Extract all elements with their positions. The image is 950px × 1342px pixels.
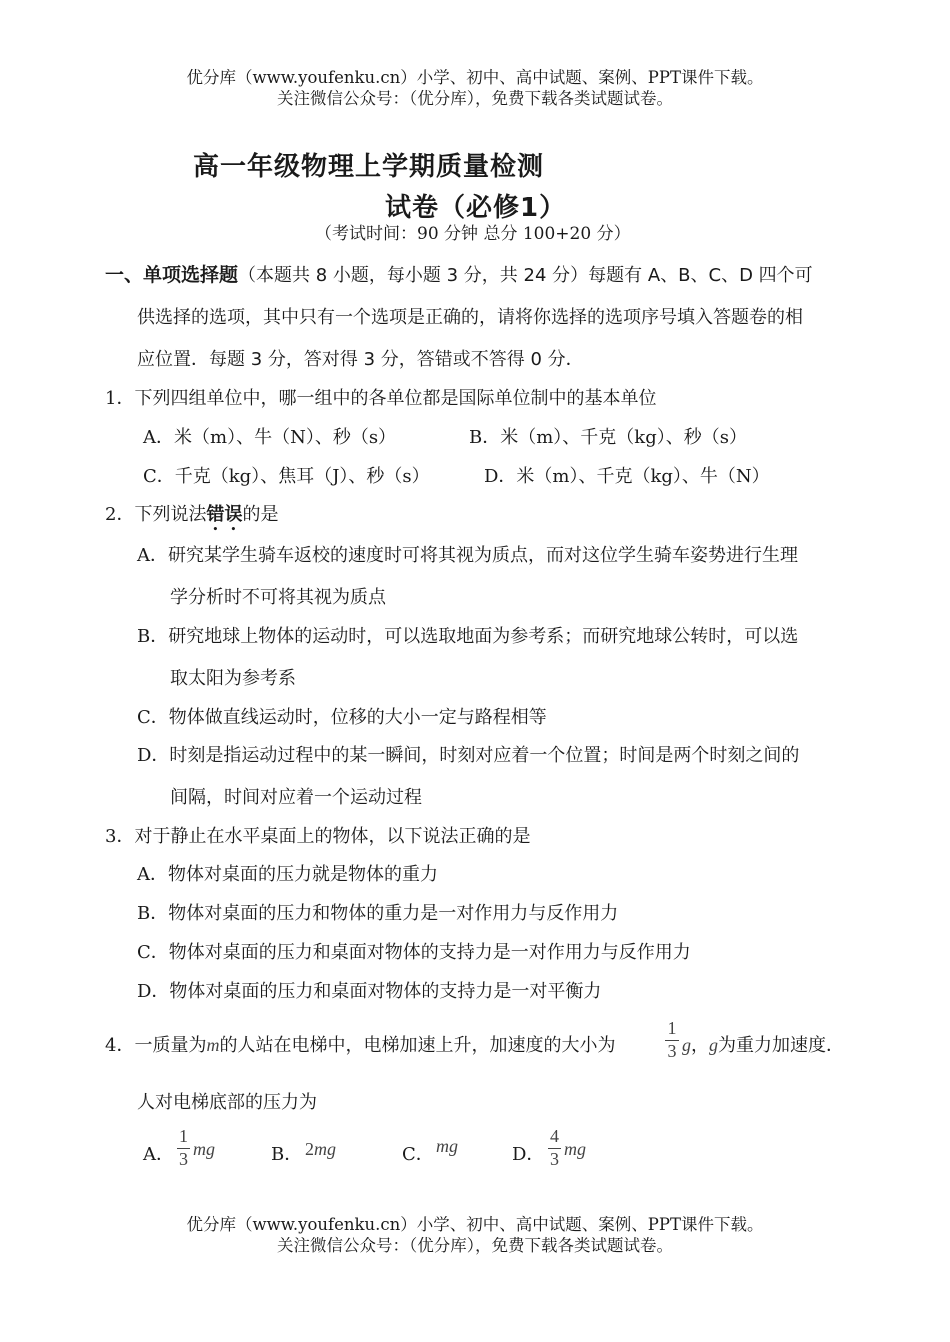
exam-info: （考试时间：90 分钟 总分 100+20 分） [315,224,631,244]
question-4-stem-mid: 的人站在电梯中，电梯加速上升，加速度的大小为 [219,1035,616,1056]
section-instructions-line-1 [105,260,813,287]
question-1-option-a: A．米（m）、牛（N）、秒（s） [143,427,397,448]
question-3-option-c: C．物体对桌面的压力和桌面对物体的支持力是一对作用力与反作用力 [137,942,691,963]
section-instructions-line-3: 应位置．每题 3 分，答对得 3 分，答错或不答得 0 分． [137,349,584,370]
question-3-option-b: B．物体对桌面的压力和物体的重力是一对作用力与反作用力 [137,903,619,924]
fraction-denominator: 3 [179,1149,188,1169]
question-4-stem-line-2: 人对电梯底部的压力为 [137,1092,317,1113]
question-2-option-a-line-1: A．研究某学生骑车返校的速度时可将其视为质点，而对这位学生骑车姿势进行生理 [137,545,798,566]
question-3-option-d: D．物体对桌面的压力和桌面对物体的支持力是一对平衡力 [137,981,602,1002]
mass-symbol: m [206,1035,220,1055]
question-2-option-b-line-2: 取太阳为参考系 [170,668,296,689]
section-heading: 一、单项选择题 [105,264,239,286]
question-4-option-d-label: D． [512,1144,545,1165]
question-4-stem-pre: 4．一质量为 [105,1035,207,1056]
question-2-stem-pre: 2．下列说法 [105,504,207,525]
question-1-option-c: C．千克（kg）、焦耳（J）、秒（s） [143,466,430,487]
option-d-fraction [548,1124,561,1174]
comma: ， [691,1035,709,1056]
header-line-1: 优分库（www.youfenku.cn）小学、初中、高中试题、案例、PPT课件下载。 [186,68,764,87]
gravity-symbol-2: g [709,1035,718,1055]
question-3-stem: 3．对于静止在水平桌面上的物体，以下说法正确的是 [105,826,531,847]
question-2-option-c: C．物体做直线运动时，位移的大小一定与路程相等 [137,707,547,728]
question-4-option-c-label: C． [402,1144,434,1165]
question-3-option-a: A．物体对桌面的压力就是物体的重力 [137,864,438,885]
fraction-numerator: 1 [179,1126,188,1146]
option-b-coefficient: 2 [305,1139,314,1159]
question-1-stem: 1．下列四组单位中，哪一组中的各单位都是国际单位制中的基本单位 [105,388,657,409]
question-2-stem [105,500,278,535]
section-instructions-text: （本题共 8 小题，每小题 3 分，共 24 分）每题有 A、B、C、D 四个可 [238,265,813,286]
footer-line-2: 关注微信公众号：（优分库），免费下载各类试题试卷。 [277,1236,673,1255]
option-c-mg: mg [436,1136,458,1156]
question-2-stem-post: 的是 [242,504,279,525]
question-1-option-d: D．米（m）、千克（kg）、牛（N） [484,466,770,487]
question-2-emphasis: 错误 [206,504,243,525]
page-title: 高一年级物理上学期质量检测 [193,152,545,182]
question-2-option-d-line-2: 间隔，时间对应着一个运动过程 [170,787,422,808]
option-b-value [305,1139,336,1160]
option-b-mg: mg [314,1139,336,1159]
option-d-mg: mg [564,1139,586,1159]
question-2-option-b-line-1: B．研究地球上物体的运动时，可以选取地面为参考系；而研究地球公转时，可以选 [137,626,799,647]
fraction-denominator: 3 [550,1149,559,1169]
question-4-stem [105,1031,615,1057]
fraction-denominator: 3 [667,1041,677,1061]
header-line-2: 关注微信公众号：（优分库），免费下载各类试题试卷。 [277,89,673,108]
question-4-stem-post: 为重力加速度． [718,1035,844,1056]
gravity-symbol: g [682,1035,691,1055]
question-2-option-a-line-2: 学分析时不可将其视为质点 [170,587,386,608]
section-instructions-line-2: 供选择的选项，其中只有一个选项是正确的，请将你选择的选项序号填入答题卷的相 [137,307,803,328]
fraction-numerator: 4 [550,1126,559,1146]
question-4-option-a-label: A． [143,1144,174,1165]
question-4-stem-end [682,1031,844,1057]
footer-line-1: 优分库（www.youfenku.cn）小学、初中、高中试题、案例、PPT课件下载。 [186,1215,764,1234]
acceleration-fraction [665,1016,679,1066]
question-1-option-b: B．米（m）、千克（kg）、秒（s） [469,427,747,448]
fraction-numerator: 1 [667,1018,677,1038]
question-2-option-d-line-1: D．时刻是指运动过程中的某一瞬间，时刻对应着一个位置；时间是两个时刻之间的 [137,745,800,766]
option-a-mg: mg [193,1139,215,1159]
option-a-fraction [177,1124,190,1174]
question-4-option-b-label: B． [271,1144,303,1165]
page-subtitle: 试卷（必修1） [385,193,567,223]
